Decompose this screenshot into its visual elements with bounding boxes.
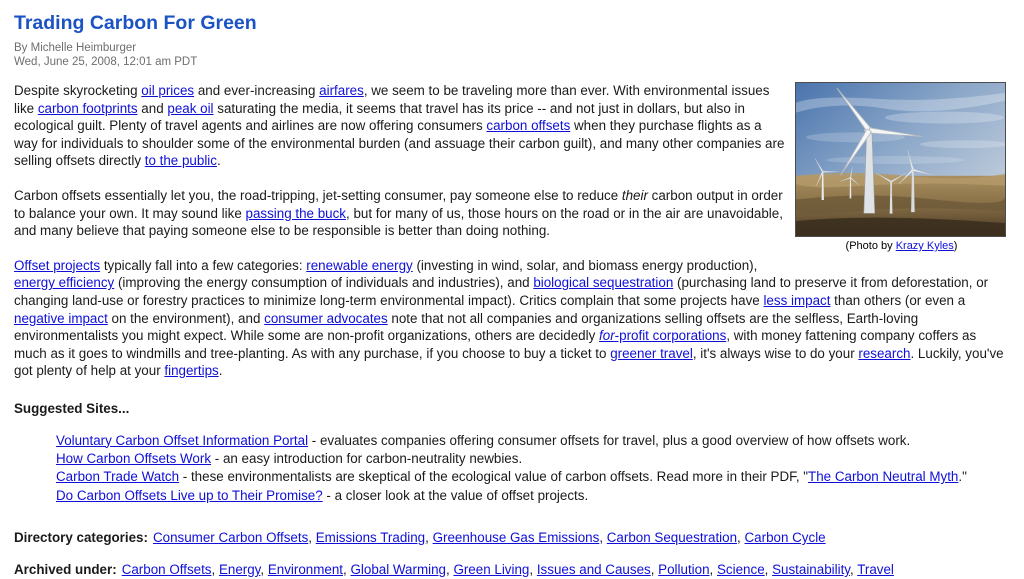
- link-voluntary-carbon-offset-information-port[interactable]: Voluntary Carbon Offset Information Portal: [56, 432, 309, 448]
- text-run: ,: [764, 562, 773, 578]
- link-renewable-energy[interactable]: renewable energy: [306, 257, 413, 273]
- link-consumer-advocates[interactable]: consumer advocates: [264, 310, 388, 326]
- byline-date: Wed, June 25, 2008, 12:01 am PDT: [14, 56, 198, 68]
- link-carbon-trade-watch[interactable]: Carbon Trade Watch: [56, 469, 180, 485]
- text-run: and ever-increasing: [194, 83, 320, 98]
- link-travel[interactable]: Travel: [857, 562, 894, 578]
- link-carbon-sequestration[interactable]: Carbon Sequestration: [606, 530, 738, 546]
- text-run: ,: [650, 562, 659, 578]
- directory-categories-links: [153, 530, 826, 545]
- suggested-site-item: [14, 432, 1008, 450]
- link-environment[interactable]: Environment: [267, 562, 344, 578]
- text-run: ,: [599, 530, 607, 546]
- text-run: .: [218, 363, 223, 379]
- directory-categories-label: Directory categories:: [14, 530, 148, 546]
- text-run: their: [621, 187, 648, 203]
- link-do-carbon-offsets-live-up-to-their-promi[interactable]: Do Carbon Offsets Live up to Their Promise?: [56, 487, 323, 503]
- link-science[interactable]: Science: [717, 562, 765, 578]
- text-run: ,: [425, 530, 433, 546]
- link-to-the-public[interactable]: to the public: [144, 153, 217, 169]
- byline-author: By Michelle Heimburger: [14, 42, 137, 54]
- link-peak-oil[interactable]: peak oil: [167, 100, 214, 116]
- link-less-impact[interactable]: less impact: [763, 292, 831, 308]
- text-run: ,: [737, 530, 745, 546]
- text-run: ,: [343, 562, 351, 578]
- link-issues-and-causes[interactable]: Issues and Causes: [536, 562, 651, 578]
- text-run: - a closer look at the value of offset projects.: [322, 487, 589, 503]
- text-run: , with money fattening company coffers as much as it goes to windmills and tree-planting. As with any purchase, if you choose to buy a ticket to: [14, 328, 977, 361]
- link-sustainability[interactable]: Sustainability: [772, 562, 850, 578]
- archived-under-label: Archived under:: [14, 562, 117, 578]
- text-run: carbon output in order to balance your own. It may sound like: [14, 187, 783, 221]
- link-consumer-carbon-offsets[interactable]: Consumer Carbon Offsets: [152, 530, 309, 546]
- text-run: (improving the energy consumption of individuals and industries), and: [114, 275, 534, 291]
- text-run: ,: [260, 562, 268, 578]
- link-greenhouse-gas-emissions[interactable]: Greenhouse Gas Emissions: [432, 530, 600, 546]
- article-photo-figure: [795, 82, 1008, 254]
- text-run: ,: [850, 562, 858, 578]
- text-run: .": [958, 469, 967, 485]
- text-run: and: [137, 100, 168, 116]
- suggested-sites-heading: Suggested Sites...: [14, 400, 130, 416]
- paragraph-3: [14, 257, 1008, 380]
- wind-turbines-photo: [795, 82, 1006, 237]
- page-title: Trading Carbon For Green: [14, 12, 257, 34]
- link-pollution[interactable]: Pollution: [658, 562, 710, 578]
- text-run: than others (or even a: [830, 292, 966, 308]
- link-research[interactable]: research: [858, 345, 911, 361]
- text-run: saturating the media, it seems that travel has its price -- and not just in dollars, but also in ecological guilt. Plenty of travel agents and airlines are now offering consumers: [14, 100, 745, 134]
- text-run: ): [953, 240, 958, 252]
- archived-under-row: [14, 561, 1008, 578]
- text-run: Despite skyrocketing: [14, 83, 142, 98]
- archived-under-links: [122, 562, 894, 577]
- directory-categories-row: [14, 529, 1008, 546]
- text-run: on the environment), and: [107, 310, 265, 326]
- text-run: , it's always wise to do your: [692, 345, 859, 361]
- link-global-warming[interactable]: Global Warming: [350, 562, 446, 578]
- link-profit-corporations[interactable]: -profit corporations: [614, 328, 727, 344]
- text-run: ,: [529, 562, 537, 578]
- byline: [14, 41, 1008, 69]
- link-energy[interactable]: Energy: [218, 562, 261, 578]
- photo-caption: [795, 239, 1008, 254]
- text-run: (investing in wind, solar, and biomass energy production),: [412, 257, 758, 273]
- link-greener-travel[interactable]: greener travel: [610, 345, 693, 361]
- link-carbon-footprints[interactable]: carbon footprints: [37, 100, 138, 116]
- suggested-site-item: [14, 468, 1008, 486]
- text-run: . Luckily, you've got plenty of help at your: [14, 345, 1004, 379]
- link-fingertips[interactable]: fingertips: [164, 363, 219, 379]
- link-krazy-kyles[interactable]: Krazy Kyles: [895, 240, 954, 252]
- link-airfares[interactable]: airfares: [319, 83, 364, 98]
- text-run: ,: [445, 562, 454, 578]
- text-run: ,: [308, 530, 316, 546]
- text-run: - an easy introduction for carbon-neutrality newbies.: [211, 450, 523, 466]
- text-run: when they purchase flights as a way for individuals to shoulder some of the environmental burden (and assuage their carbon guilt), and many other companies are selling offsets directly: [14, 118, 785, 169]
- suggested-sites-list: [14, 432, 1008, 506]
- link-how-carbon-offsets-work[interactable]: How Carbon Offsets Work: [56, 450, 212, 466]
- link-the-carbon-neutral-myth[interactable]: The Carbon Neutral Myth: [808, 469, 959, 485]
- link-carbon-cycle[interactable]: Carbon Cycle: [744, 530, 826, 546]
- text-run: , but for many of us, those hours on the road or in the air are unavoidable, and many believe that paying someone else to be responsible is better than doing nothing.: [14, 205, 783, 239]
- link-emissions-trading[interactable]: Emissions Trading: [315, 530, 426, 546]
- link-carbon-offsets[interactable]: carbon offsets: [486, 118, 571, 134]
- suggested-site-item: [14, 450, 1008, 468]
- suggested-site-item: [14, 487, 1008, 505]
- article-body: [14, 82, 1008, 578]
- link-green-living[interactable]: Green Living: [453, 562, 530, 578]
- text-run: , we seem to be traveling more than ever. With environmental issues like: [14, 83, 770, 116]
- text-run: Carbon offsets essentially let you, the road-tripping, jet-setting consumer, pay someone else to reduce: [14, 187, 622, 203]
- link-offset-projects[interactable]: Offset projects: [14, 257, 101, 273]
- link-for[interactable]: for: [599, 328, 615, 344]
- link-oil-prices[interactable]: oil prices: [141, 83, 195, 98]
- link-passing-the-buck[interactable]: passing the buck: [245, 205, 346, 221]
- text-run: - evaluates companies offering consumer offsets for travel, plus a good overview of how offsets work.: [308, 432, 911, 448]
- text-run: typically fall into a few categories:: [100, 257, 307, 273]
- link-energy-efficiency[interactable]: energy efficiency: [14, 275, 115, 291]
- text-run: (Photo by: [845, 240, 896, 252]
- text-run: note that not all companies and organizations selling offsets are the selfless, Earth-loving environmentalists you might expect. While some are non-profit organizations, others are decidedly: [14, 310, 919, 344]
- text-run: - these environmentalists are skeptical of the ecological value of carbon offsets. Read more in their PDF, ": [179, 469, 809, 485]
- link-carbon-offsets[interactable]: Carbon Offsets: [121, 562, 212, 578]
- link-biological-sequestration[interactable]: biological sequestration: [533, 275, 674, 291]
- text-run: (purchasing land to preserve it from deforestation, or changing land-use or forestry practices to minimize long-term environmental impact). Critics complain that some projects have: [14, 275, 989, 308]
- link-negative-impact[interactable]: negative impact: [14, 310, 108, 326]
- text-run: ,: [211, 562, 219, 578]
- text-run: ,: [709, 562, 717, 578]
- text-run: .: [216, 153, 221, 169]
